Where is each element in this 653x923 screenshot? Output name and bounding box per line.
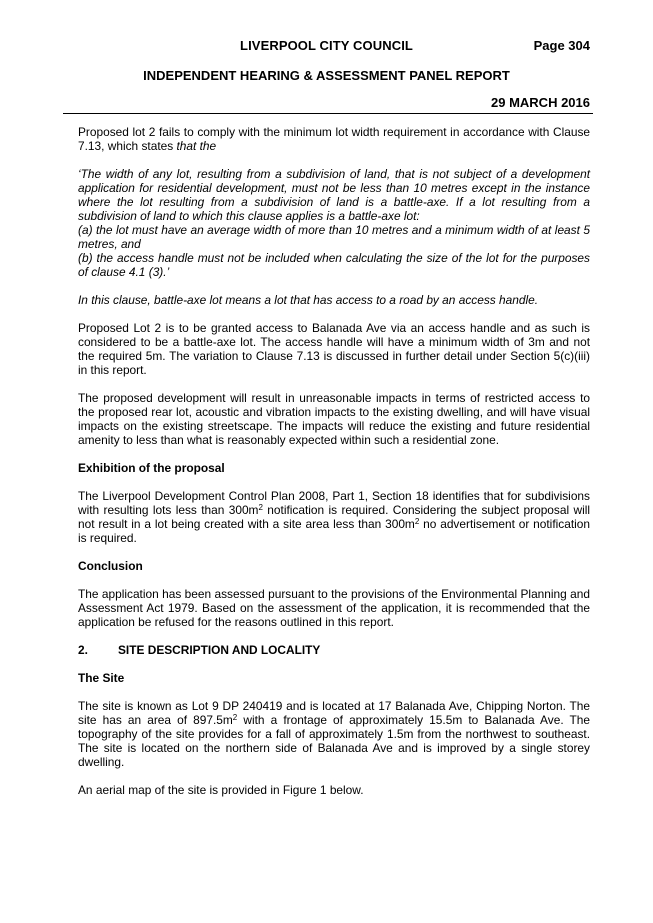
site-text-2: with a frontage of approximately 15.5m to Balanada Ave. The topography of the site provides for a fall of approximately 1.5m from the northwest to southeast. The site is located on the northern side of Balanada Ave and is improved by a single storey dwelling.	[78, 713, 591, 769]
report-title: INDEPENDENT HEARING & ASSESSMENT PANEL REPORT	[143, 68, 510, 83]
header-divider	[63, 113, 593, 114]
quote-line-2: (a) the lot must have an average width of more than 10 metres and a minimum width of at least 5 metres, and	[78, 223, 590, 251]
report-date: 29 MARCH 2016	[491, 95, 590, 110]
paragraph-site	[78, 699, 590, 769]
section-number: 2.	[78, 643, 88, 657]
exhibition-text-1: The Liverpool Development Control Plan 2008, Part 1, Section 18 identifies that for subdivisions with resulting lots less than 300m	[78, 489, 590, 517]
paragraph-exhibition	[78, 489, 590, 545]
clause-quote	[78, 167, 590, 279]
council-name: LIVERPOOL CITY COUNCIL	[240, 38, 413, 53]
document-body	[78, 125, 590, 811]
paragraph-lot-width	[78, 125, 590, 153]
exhibition-text-3: no advertisement or notification is required.	[78, 517, 590, 545]
conclusion-heading: Conclusion	[78, 559, 143, 573]
paragraph-conclusion: The application has been assessed pursuant to the provisions of the Environmental Planning and Assessment Act 1979. Based on the assessment of the application, it is recommended that the application be refused for the reasons outlined in this report.	[78, 587, 590, 629]
superscript: 2	[232, 713, 238, 722]
section-heading	[78, 643, 590, 657]
page-number: Page 304	[533, 38, 590, 53]
site-heading: The Site	[78, 671, 125, 685]
paragraph-italic-text: that the	[176, 139, 217, 153]
superscript: 2	[414, 517, 420, 526]
superscript: 2	[258, 503, 263, 512]
paragraph-impacts: The proposed development will result in unreasonable impacts in terms of restricted access to the proposed rear lot, acoustic and vibration impacts to the existing dwelling, and will have visual impacts on the existing streetscape. The impacts will reduce the existing and future residential amenity to less than what is reasonably expected within such a residential zone.	[78, 391, 590, 447]
battle-axe-definition: In this clause, battle-axe lot means a lot that has access to a road by an access handle.	[78, 293, 539, 307]
site-text-1: The site is known as Lot 9 DP 240419 and is located at 17 Balanada Ave, Chipping Norton. The site has an area of 897.5m	[78, 699, 590, 727]
quote-line-1: ‘The width of any lot, resulting from a subdivision of land, that is not subject of a development application for residential development, must not be less than 10 metres except in the instance where the lot resulting from a subdivision of land is a battle-axe. If a lot resulting from a subdivision of land to which this clause applies is a battle-axe lot:	[78, 167, 590, 223]
quote-line-3: (b) the access handle must not be included when calculating the size of the lot for the purposes of clause 4.1 (3).’	[78, 251, 590, 279]
exhibition-text-2: notification is required. Considering the subject proposal will not result in a lot being created with a site area less than 300m	[78, 503, 590, 531]
section-title: SITE DESCRIPTION AND LOCALITY	[118, 643, 321, 657]
exhibition-heading: Exhibition of the proposal	[78, 461, 225, 475]
paragraph-access-handle: Proposed Lot 2 is to be granted access to Balanada Ave via an access handle and as such is considered to be a battle-axe lot. The access handle will have a minimum width of 3m and not the required 5m. The variation to Clause 7.13 is discussed in further detail under Section 5(c)(iii) in this report.	[78, 321, 590, 377]
paragraph-text: Proposed lot 2 fails to comply with the minimum lot width requirement in accordance with Clause 7.13, which states	[78, 125, 590, 153]
paragraph-aerial-map: An aerial map of the site is provided in Figure 1 below.	[78, 783, 364, 797]
